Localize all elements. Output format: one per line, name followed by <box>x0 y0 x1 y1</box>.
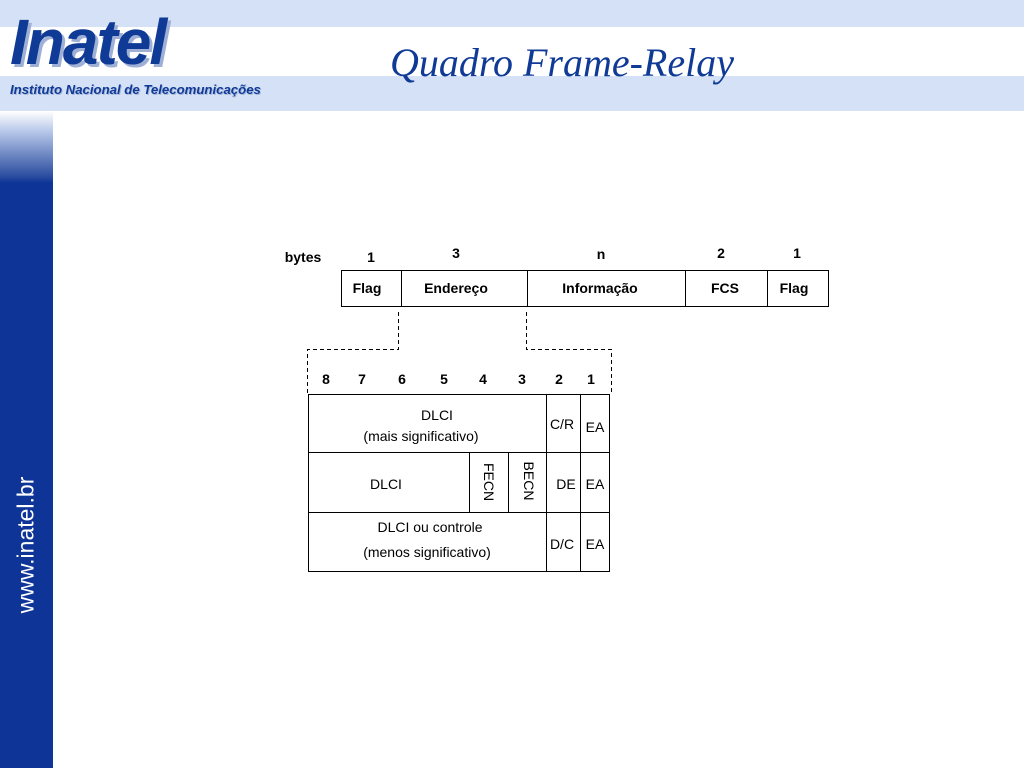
dlci-least-significant-note: (menos significativo) <box>363 544 491 560</box>
bit-number: 6 <box>398 371 406 387</box>
bytes-label: bytes <box>284 249 322 265</box>
becn-bit: BECN <box>521 461 537 501</box>
dlci-least-significant-label: DLCI ou controle <box>377 519 483 535</box>
de-bit: DE <box>556 476 576 492</box>
ea-bit: EA <box>585 536 605 552</box>
bit-number: 3 <box>518 371 526 387</box>
page-title: Quadro Frame-Relay <box>390 40 734 85</box>
bit-number: 4 <box>479 371 487 387</box>
cr-bit: C/R <box>549 416 575 432</box>
ea-bit: EA <box>585 419 605 435</box>
field-flag-end: Flag <box>779 280 809 296</box>
bit-number: 8 <box>322 371 330 387</box>
dlci-middle-label: DLCI <box>370 476 402 492</box>
byte-count-fcs: 2 <box>717 245 725 261</box>
byte-count-address: 3 <box>452 245 460 261</box>
bit-number: 1 <box>587 371 595 387</box>
dlci-most-significant-note: (mais significativo) <box>363 428 479 444</box>
field-fcs: FCS <box>711 280 739 296</box>
field-address: Endereço <box>424 280 488 296</box>
dc-bit: D/C <box>549 536 575 552</box>
dlci-most-significant-label: DLCI <box>421 407 453 423</box>
bit-number: 5 <box>440 371 448 387</box>
byte-count-information: n <box>596 246 606 262</box>
sidebar-url: www.inatel.br <box>12 476 39 614</box>
expansion-line-right <box>527 312 612 393</box>
byte-count-flag-start: 1 <box>367 249 375 265</box>
fecn-bit: FECN <box>481 462 497 502</box>
logo-wordmark: Inatel <box>10 6 166 78</box>
bit-number: 7 <box>358 371 366 387</box>
ea-bit: EA <box>585 476 605 492</box>
bit-number: 2 <box>555 371 563 387</box>
logo-subtitle: Instituto Nacional de Telecomunicações <box>10 82 261 97</box>
field-information: Informação <box>562 280 638 296</box>
field-flag-start: Flag <box>352 280 382 296</box>
byte-count-flag-end: 1 <box>793 245 801 261</box>
